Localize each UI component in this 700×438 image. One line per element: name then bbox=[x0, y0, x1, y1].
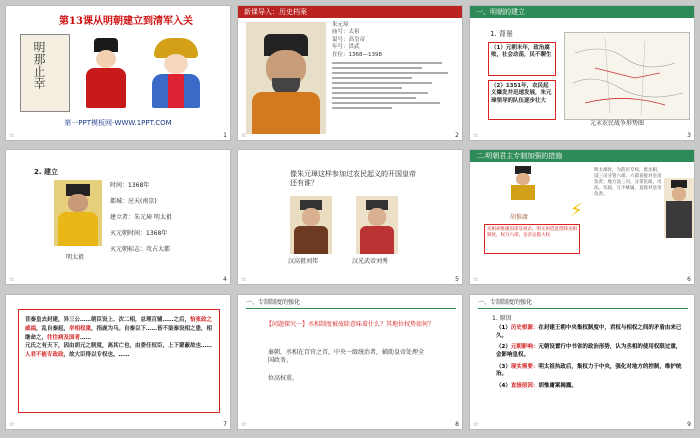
point-text: （1）元朝末年，政治腐败，社会动荡，民不聊生 bbox=[491, 45, 552, 59]
answer-text-2: 位高权重。 bbox=[268, 375, 299, 382]
quote-part: …… bbox=[80, 334, 92, 341]
template-footer: 第一PPT模板网-WWW.1PPT.COM bbox=[64, 119, 172, 127]
slide-thumbnail-8[interactable] bbox=[237, 294, 463, 430]
slide-number: 8 bbox=[455, 421, 459, 428]
star-icon: ☆ bbox=[241, 276, 247, 283]
slide-thumbnail-7[interactable] bbox=[5, 294, 231, 430]
fact-key: 灭元朝标志： bbox=[110, 246, 147, 253]
fact-key: 时间： bbox=[110, 182, 129, 189]
slide-header: 一、明朝的建立 bbox=[470, 6, 694, 18]
fact-row bbox=[110, 196, 230, 205]
section-heading: 2. 建立 bbox=[34, 168, 58, 176]
profile-text bbox=[332, 22, 458, 112]
slide-number: 6 bbox=[687, 276, 691, 283]
fact-row bbox=[110, 228, 230, 237]
caption-liuxiu: 汉光武帝刘秀 bbox=[352, 258, 389, 265]
reason-item: （3）现实需要：明太祖执政后，集权力于中央，强化对地方的控制，维护统治。 bbox=[496, 363, 682, 378]
quote-text: 明太祖时，为防臣专权，废丞相，设三司分管六部，六部直接对皇帝负责；地方设三司，分掌民政、司法、军政，互不统属，直接对皇帝负责。 bbox=[594, 168, 662, 198]
question-text: 丞相制度被废除意味着什么？其地位权势如何？ bbox=[308, 321, 435, 328]
slide-header: 二.明朝君主专制加强的措施 bbox=[470, 150, 694, 162]
slide-number: 7 bbox=[223, 421, 227, 428]
star-icon: ☆ bbox=[241, 132, 247, 139]
fact-value: 1368年 bbox=[128, 182, 150, 189]
slide-thumbnail-9[interactable] bbox=[469, 294, 695, 430]
profile-line: 庙号：太祖 bbox=[332, 29, 360, 36]
star-icon: ☆ bbox=[241, 421, 247, 428]
quote-part: 元氏之有天下，因由胡元之制度，高其亡也，由委任权臣，上下蒙蔽故也…… bbox=[25, 343, 213, 350]
star-icon: ☆ bbox=[9, 421, 15, 428]
quote-part: 昔秦皇去封建，异三公……朝臣设上、次二相，总理百辅……之后， bbox=[25, 317, 191, 323]
section-heading: 1. 原因 bbox=[492, 315, 512, 322]
profile-line: 年号：洪武 bbox=[332, 44, 360, 51]
fact-list bbox=[110, 180, 230, 260]
slide-header: 一、专制制度的强化 bbox=[478, 299, 533, 306]
slide-number: 9 bbox=[687, 421, 691, 428]
background-point-1 bbox=[488, 42, 556, 76]
liuxiu-portrait bbox=[356, 196, 398, 254]
fact-row bbox=[110, 180, 230, 189]
fact-key: 建立者： bbox=[110, 214, 135, 221]
quote-highlight: 人君不能专政政 bbox=[25, 352, 64, 359]
map-lines bbox=[565, 33, 689, 119]
note-text: 丞相胡惟庸因谋反被杀，明太祖借此废除丞相制度，权分六部，皇帝总揽大权 bbox=[487, 227, 577, 239]
minister-label: 胡惟庸 bbox=[510, 214, 529, 221]
slide-number: 5 bbox=[455, 276, 459, 283]
fact-row bbox=[110, 212, 230, 221]
slide-header: 一、专制制度的强化 bbox=[246, 299, 301, 306]
caption-liubang: 汉高祖刘邦 bbox=[288, 258, 319, 265]
question-block bbox=[266, 321, 436, 329]
star-icon: ☆ bbox=[473, 276, 479, 283]
star-icon: ☆ bbox=[473, 421, 479, 428]
fact-value: 攻占大都 bbox=[146, 246, 171, 253]
section-heading: 1. 背景 bbox=[490, 30, 513, 38]
fact-row bbox=[110, 244, 230, 253]
star-icon: ☆ bbox=[9, 132, 15, 139]
fact-value: 朱元璋 明太祖 bbox=[134, 214, 172, 221]
profile-line: 朱元璋 bbox=[332, 22, 349, 28]
note-box bbox=[484, 224, 580, 254]
reason-item: （1）历史根源：在封建王朝中央集权制度中，君权与相权之间的矛盾由来已久。 bbox=[496, 325, 682, 339]
figure-image-2 bbox=[146, 38, 206, 110]
profile-line: 谥号：高皇帝 bbox=[332, 36, 366, 43]
slide-number: 3 bbox=[687, 132, 691, 139]
fact-key: 灭元朝时间： bbox=[110, 230, 147, 237]
reason-item: （4）直接原因：胡惟庸案揭露。 bbox=[496, 383, 577, 390]
figure-image-1 bbox=[84, 38, 128, 110]
quote-highlight: 幸相权重 bbox=[69, 325, 92, 332]
star-icon: ☆ bbox=[473, 132, 479, 139]
reason-item: （2）元朝影响：元朝设置行中书省的政治形势，认为丞相的使用权限过重，会影响皇权。 bbox=[496, 344, 682, 359]
slide-thumbnail-4[interactable] bbox=[5, 149, 231, 285]
background-point-2 bbox=[488, 80, 556, 120]
fact-value: 应天(南京) bbox=[128, 198, 157, 205]
slide-thumbnail-5[interactable] bbox=[237, 149, 463, 285]
star-icon: ☆ bbox=[9, 276, 15, 283]
quote-highlight: 恰张政之威福 bbox=[25, 317, 213, 332]
fact-key: 都城： bbox=[110, 198, 129, 205]
profile-line: 在位：1368—1398 bbox=[332, 51, 382, 58]
portrait-caption: 明太祖 bbox=[66, 254, 85, 261]
answer-text: 秦朝，丞相在百官之首，中央一级统治者，辅助皇帝处理全国政务。 bbox=[268, 349, 425, 365]
slide-thumbnail-2[interactable] bbox=[237, 5, 463, 141]
quotation-text bbox=[25, 316, 213, 360]
minister-portrait bbox=[664, 178, 694, 238]
slide-number: 2 bbox=[455, 132, 459, 139]
point-text: （2）1351年，农民起义爆发并迅速发展，朱元璋领导的队伍逐步壮大 bbox=[491, 83, 552, 104]
emperor-figure bbox=[510, 166, 536, 200]
slide-title: 第13课从明朝建立到清军入关 bbox=[59, 16, 193, 27]
quote-part: ，乱自秦起， bbox=[36, 325, 70, 332]
lightning-icon: ⚡ bbox=[570, 200, 583, 221]
slide-number: 1 bbox=[223, 132, 227, 139]
quote-part: ，故大臣得以专权也。…… bbox=[63, 352, 130, 359]
liubang-portrait bbox=[290, 196, 332, 254]
calligraphy-image bbox=[20, 34, 70, 112]
slide-thumbnail-6[interactable] bbox=[469, 149, 695, 285]
reason-list bbox=[496, 325, 686, 395]
war-map-image bbox=[564, 32, 690, 120]
quote-highlight: 往往病及国者 bbox=[47, 334, 81, 341]
quotation-box bbox=[18, 309, 220, 413]
quote-part: ，指鹿为马。自秦以下……皆不鉴秦设相之患，相继命之， bbox=[25, 325, 213, 341]
slide-number: 4 bbox=[223, 276, 227, 283]
map-caption: 元末农民战争形势图 bbox=[590, 120, 645, 127]
fact-value: 1368年 bbox=[146, 230, 168, 237]
calligraphy-text: 明那止幸 bbox=[32, 41, 46, 89]
slide-thumbnail-1[interactable] bbox=[5, 5, 231, 141]
question-text: 像朱元璋这样参加过农民起义的开国皇帝还有谁？ bbox=[290, 170, 416, 188]
emperor-portrait bbox=[54, 180, 102, 246]
question-tag: 【问题探究一】 bbox=[266, 321, 309, 328]
slide-header: 新课导入：历史档案 bbox=[238, 6, 462, 18]
portrait-image bbox=[246, 22, 326, 134]
slide-thumbnail-3[interactable] bbox=[469, 5, 695, 141]
